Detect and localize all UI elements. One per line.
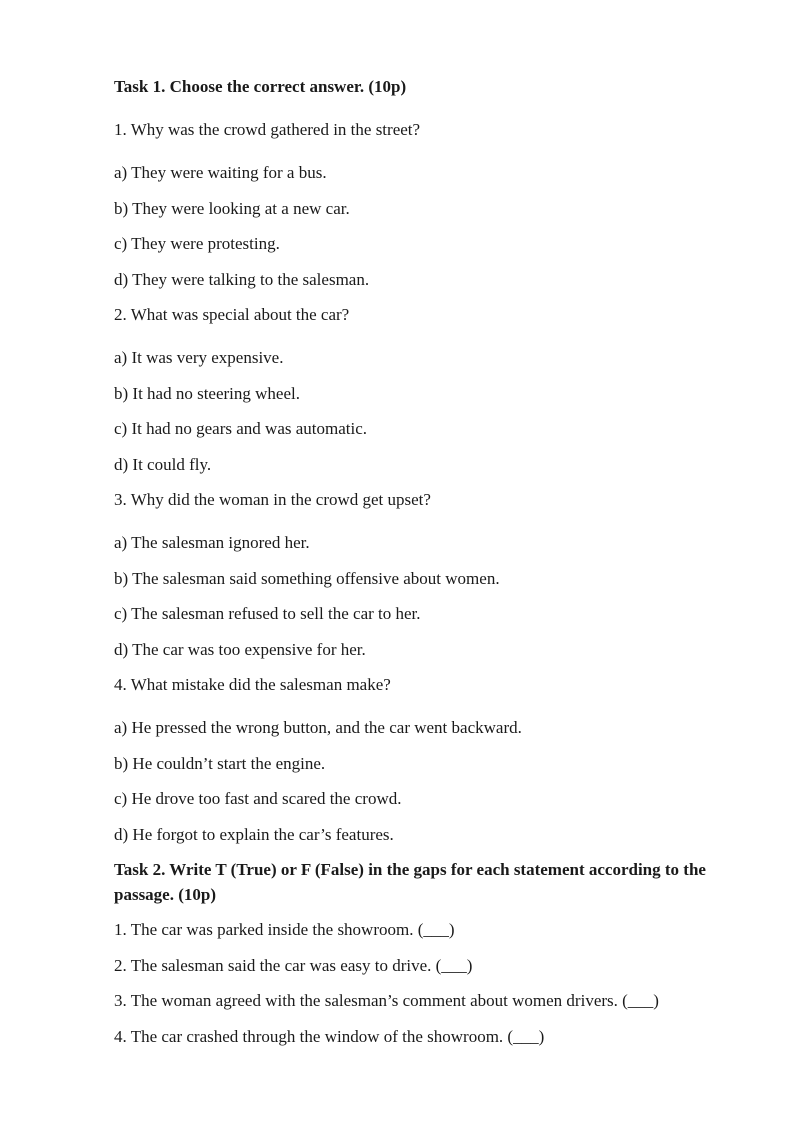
option-c: c) They were protesting. — [114, 234, 280, 253]
option-b: b) They were looking at a new car. — [114, 198, 350, 218]
option-a: a) They were waiting for a bus. — [114, 163, 327, 182]
question-3 — [114, 487, 734, 662]
option-c: c) He drove too fast and scared the crowd. — [114, 789, 402, 808]
question-4 — [114, 672, 734, 847]
option-b: b) The salesman said something offensive about women. — [114, 568, 500, 588]
worksheet-page — [114, 74, 734, 1059]
task2-heading: Task 2. Write T (True) or F (False) in the gaps for each statement according to the passage. (10p) — [114, 860, 706, 904]
statement-2: 2. The salesman said the car was easy to drive. (___) — [114, 955, 473, 975]
question-text: 3. Why did the woman in the crowd get upset? — [114, 490, 431, 509]
question-text: 2. What was special about the car? — [114, 305, 350, 324]
question-text: 1. Why was the crowd gathered in the street? — [114, 120, 421, 139]
question-1 — [114, 117, 734, 292]
option-a: a) He pressed the wrong button, and the car went backward. — [114, 718, 522, 737]
true-false-statements — [114, 917, 734, 1049]
statement-1: 1. The car was parked inside the showroom. (___) — [114, 920, 455, 939]
statement-4: 4. The car crashed through the window of the showroom. (___) — [114, 1026, 545, 1046]
option-d: d) The car was too expensive for her. — [114, 639, 366, 659]
option-c: c) It had no gears and was automatic. — [114, 419, 368, 438]
task1-heading: Task 1. Choose the correct answer. (10p) — [114, 77, 407, 96]
option-d: d) He forgot to explain the car’s features. — [114, 824, 394, 844]
option-b: b) He couldn’t start the engine. — [114, 753, 326, 773]
option-a: a) The salesman ignored her. — [114, 533, 310, 552]
option-b: b) It had no steering wheel. — [114, 383, 300, 403]
option-d: d) They were talking to the salesman. — [114, 269, 370, 289]
option-d: d) It could fly. — [114, 454, 212, 474]
question-2 — [114, 302, 734, 477]
option-a: a) It was very expensive. — [114, 348, 284, 367]
option-c: c) The salesman refused to sell the car to her. — [114, 604, 421, 623]
question-text: 4. What mistake did the salesman make? — [114, 675, 391, 694]
statement-3: 3. The woman agreed with the salesman’s comment about women drivers. (___) — [114, 991, 659, 1010]
